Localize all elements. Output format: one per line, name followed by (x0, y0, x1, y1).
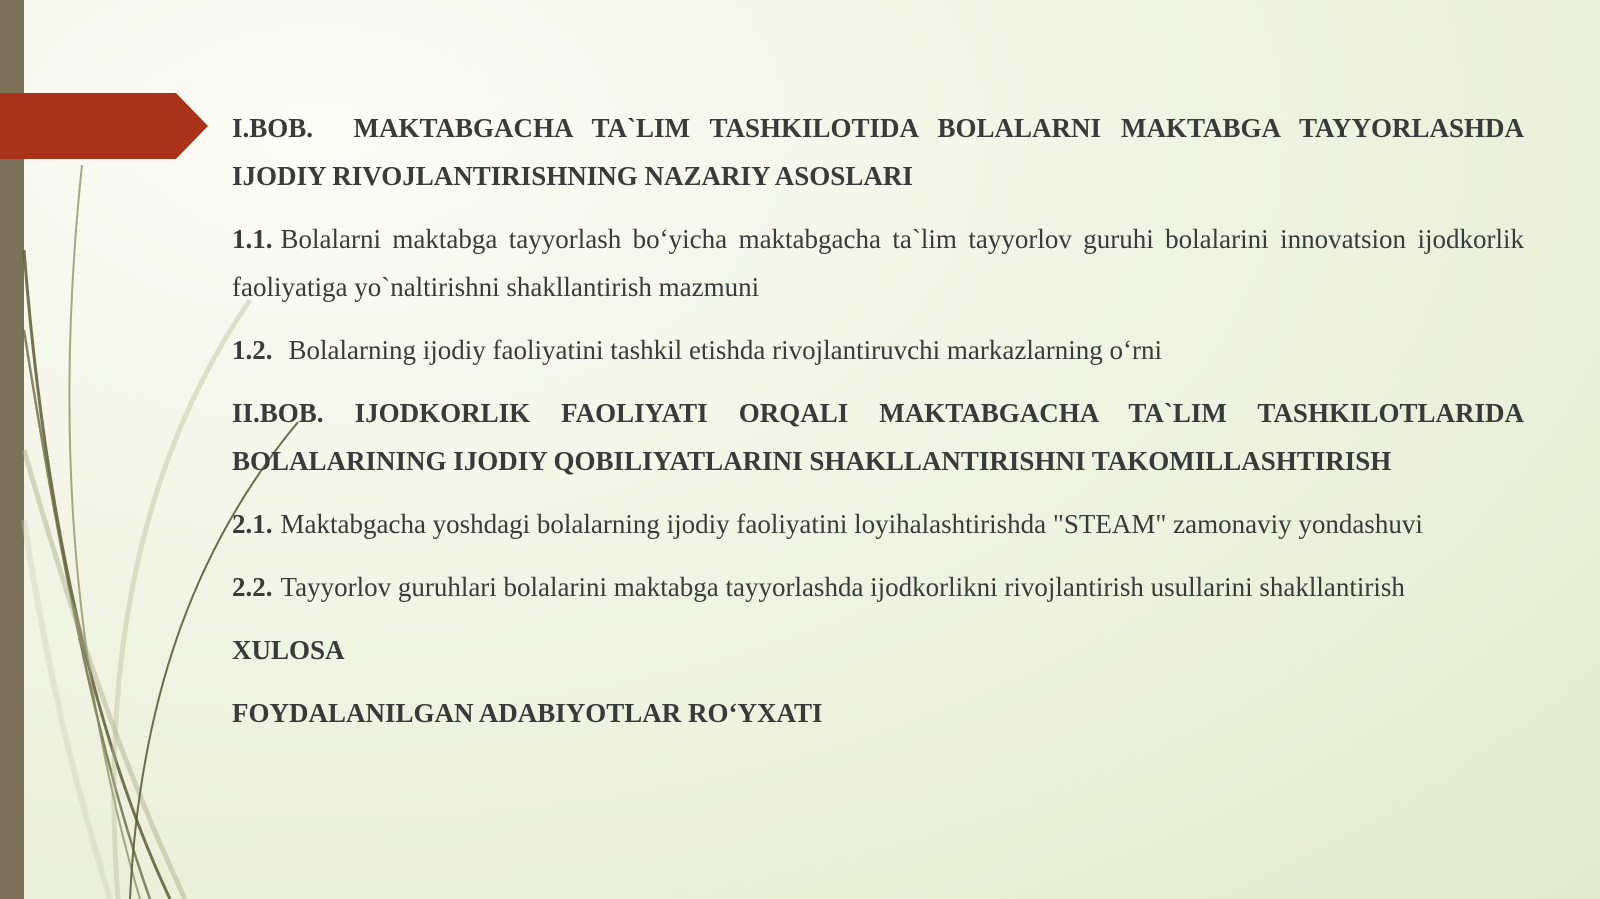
section-2-2 (232, 563, 1524, 611)
table-of-contents (232, 104, 1524, 752)
section-2-1-number: 2.1. (232, 509, 273, 539)
section-1-1 (232, 215, 1524, 311)
conclusion-heading: XULOSA (232, 635, 345, 665)
section-1-1-title: Bolalarni maktabga tayyorlash bo‘yicha maktabgacha ta`lim tayyorlov guruhi bolalarini innovatsion ijodkorlik faoliyatiga yo`naltirishni shakllantirish mazmuni (232, 224, 1524, 302)
section-2-1-title: Maktabgacha yoshdagi bolalarning ijodiy faoliyatini loyihalashtirishda "STEAM" zamonaviy yondashuvi (280, 509, 1423, 539)
chapter-1-heading: I.BOB. MAKTABGACHA TA`LIM TASHKILOTIDA BOLALARNI MAKTABGA TAYYORLASHDA IJODIY RIVOJLANTIRISHNING NAZARIY ASOSLARI (232, 113, 1524, 191)
section-2-2-number: 2.2. (232, 572, 273, 602)
references-heading: FOYDALANILGAN ADABIYOTLAR RO‘YXATI (232, 698, 823, 728)
red-arrow-banner (0, 0, 212, 160)
section-1-1-number: 1.1. (232, 224, 273, 254)
section-1-2 (232, 326, 1524, 374)
section-1-2-number: 1.2. (232, 335, 273, 365)
chapter-2-heading: II.BOB. IJODKORLIK FAOLIYATI ORQALI MAKTABGACHA TA`LIM TASHKILOTLARIDA BOLALARINING IJODIY QOBILIYATLARINI SHAKLLANTIRISHNI TAKOMILLASHTIRISH (232, 398, 1524, 476)
section-1-2-title: Bolalarning ijodiy faoliyatini tashkil etishda rivojlantiruvchi markazlarning o‘rni (288, 335, 1163, 365)
section-2-2-title: Tayyorlov guruhlari bolalarini maktabga tayyorlashda ijodkorlikni rivojlantirish usullarini shakllantirish (280, 572, 1405, 602)
section-2-1 (232, 500, 1524, 548)
